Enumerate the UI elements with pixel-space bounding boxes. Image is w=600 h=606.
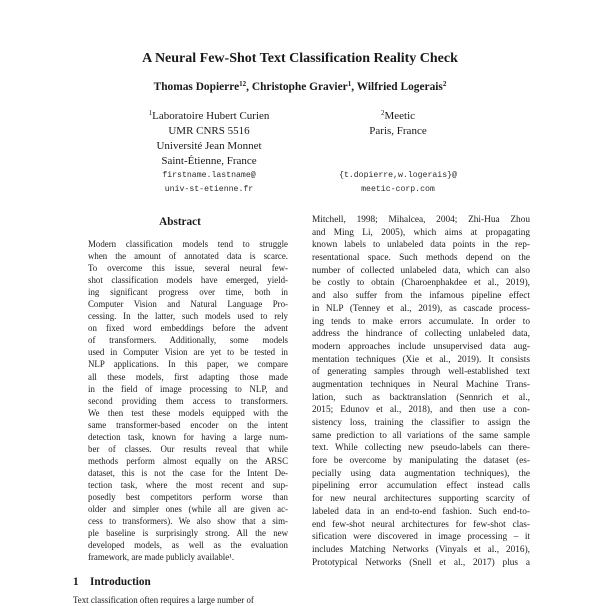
text-line: sification were discovered in image processing – it [312, 532, 530, 543]
text-line: augmentation techniques in Neural Machine Trans- [312, 379, 530, 390]
affiliation-block-1 [110, 109, 308, 169]
email-block-2 [290, 169, 506, 197]
text-line: of transformers. Additionally, some models [88, 335, 288, 346]
text-line: second providing them access to transformers. [88, 395, 288, 406]
text-line: when the amount of annotated data is scarce. [88, 251, 288, 262]
text-line: Mitchell, 1998; Mihalcea, 2004; Zhi-Hua Zhou [312, 215, 530, 225]
section-heading-introduction [73, 575, 288, 589]
text-line: known labels to unlabeled data points in the rep- [312, 240, 530, 251]
text-line: ing significant progress over time, both in [88, 287, 288, 298]
text-line: To overcome this issue, several neural few- [88, 263, 288, 274]
text-line: modern approaches include unsupervised data aug- [312, 341, 530, 352]
text-line: mentation techniques (Xie et al., 2019). It consists [312, 354, 530, 365]
author-affiliation-marker: 1 [347, 80, 352, 88]
text-line: of generating samples through well-established text [312, 367, 530, 378]
text-line: resentational space. Such methods depend on the [312, 253, 530, 264]
section-number: 1 [73, 576, 79, 588]
text-line: end few-shot neural architectures for few-shot clas- [312, 519, 530, 530]
author-separator: , [246, 81, 252, 93]
author-affiliation-marker: 2 [442, 80, 447, 88]
text-line: pipelining error accumulation effect instead calls [312, 481, 530, 492]
text-line: tection task, where the most recent and sup- [88, 479, 288, 490]
text-line: NLP applications. In this paper, we compare [88, 359, 288, 370]
text-line: and also suffer from the infamous pipeline effect [312, 291, 530, 302]
text-line: methods perform almost equally on the ARSC [88, 455, 288, 466]
text-line: includes Matching Networks (Vinyals et al., 2016), [312, 544, 530, 555]
abstract-body [88, 238, 288, 563]
text-line: posedly best competitors perform worse than [88, 491, 288, 502]
text-line: detection task, known for having a large num- [88, 431, 288, 442]
email-line: {t.dopierre,w.logerais}@ [339, 171, 457, 180]
affiliation-block-2 [290, 109, 506, 139]
email-block-1 [110, 169, 308, 197]
text-line: in NLP (Tenney et al., 2019), as cascade process- [312, 303, 530, 314]
text-line: ber of classes. Our results reveal that while [88, 443, 288, 454]
text-line: and Ming Li, 2005), which aims at propagating [312, 227, 530, 238]
affiliation-line [290, 109, 506, 124]
text-line: We then test these models equipped with the [88, 407, 288, 418]
affiliation-marker: 1 [148, 109, 153, 117]
text-line: for new neural architectures supporting scarcity of [312, 494, 530, 505]
text-line: Computer Vision and Natural Language Pro- [88, 299, 288, 310]
email-line: meetic-corp.com [361, 185, 435, 194]
affiliation-text: Meetic [384, 110, 416, 122]
text-line: cessing. In the latter, such models used to rely [88, 311, 288, 322]
affiliation-text: Laboratoire Hubert Curien [152, 110, 270, 122]
text-line: number of collected unlabeled data, which can also [312, 265, 530, 276]
text-line: same prediction to all variations of the same sample [312, 430, 530, 441]
author-affiliation-marker: 12 [239, 80, 247, 88]
text-line: older and simpler ones (while all are given ac- [88, 504, 288, 515]
text-line: in the field of image processing to NLP, and [88, 383, 288, 394]
text-line: labeled data in an end-to-end fashion. Such end-to- [312, 506, 530, 517]
text-line: sistency loss, training the classifier to assign the [312, 418, 530, 428]
affiliation-line: Université Jean Monnet [156, 140, 262, 152]
text-line: lation, such as backtranslation (Sennrich et al., [312, 392, 530, 403]
introduction-first-line: Text classification often requires a large number of [73, 595, 254, 605]
author-name: Wilfried Logerais [356, 81, 443, 93]
text-line: Modern classification models tend to struggle [88, 239, 288, 249]
affiliation-line: UMR CNRS 5516 [168, 125, 250, 137]
text-line: cess to transformers). We also show that a sim- [88, 516, 288, 527]
author-list [0, 80, 600, 94]
text-line: on fixed word embeddings before the advent [88, 323, 288, 334]
author-separator: , [351, 81, 357, 93]
author-name: Christophe Gravier [251, 81, 348, 93]
text-line: framework, are made publicly available¹. [88, 552, 235, 563]
text-line: developed models, as well as the evaluation [88, 540, 288, 551]
right-column-body [312, 214, 530, 569]
email-line: firstname.lastname@ [162, 171, 256, 180]
author-name: Thomas Dopierre [153, 81, 240, 93]
text-line: dataset, this is not the case for the Intent De- [88, 467, 288, 478]
section-title: Introduction [90, 576, 151, 588]
text-line: ing tends to make errors accumulate. In order to [312, 316, 530, 327]
text-line: same transformer-based encoder on the intent [88, 419, 288, 430]
text-line: text. While collecting new pseudo-labels can there- [312, 443, 530, 454]
text-line: 2015; Edunov et al., 2018), and then use a con- [312, 405, 530, 416]
abstract-heading: Abstract [159, 216, 201, 228]
text-line: shot classification models have emerged, yield- [88, 275, 288, 286]
email-line: univ-st-etienne.fr [164, 185, 254, 194]
text-line: address the hindrance of collecting unlabeled data, [312, 329, 530, 340]
text-line: fore be overcome by manipulating the dataset (es- [312, 456, 530, 467]
paper-title: A Neural Few-Shot Text Classification Reality Check [142, 51, 458, 66]
text-line: Prototypical Networks (Snell et al., 2017) plus a [312, 557, 530, 568]
text-line: pecially using data augmentation techniques), the [312, 468, 530, 479]
affiliation-line: Saint-Étienne, France [161, 155, 257, 167]
affiliation-marker: 2 [380, 109, 385, 117]
text-line: ple baseline is surprisingly strong. All the new [88, 528, 288, 539]
affiliation-line [110, 109, 308, 124]
text-line: used in Computer Vision are yet to be tested in [88, 347, 288, 358]
text-line: be costly to obtain (Charoenphakdee et al., 2019), [312, 278, 530, 289]
affiliation-line: Paris, France [369, 125, 427, 137]
text-line: all these models, first adapting those made [88, 371, 288, 382]
